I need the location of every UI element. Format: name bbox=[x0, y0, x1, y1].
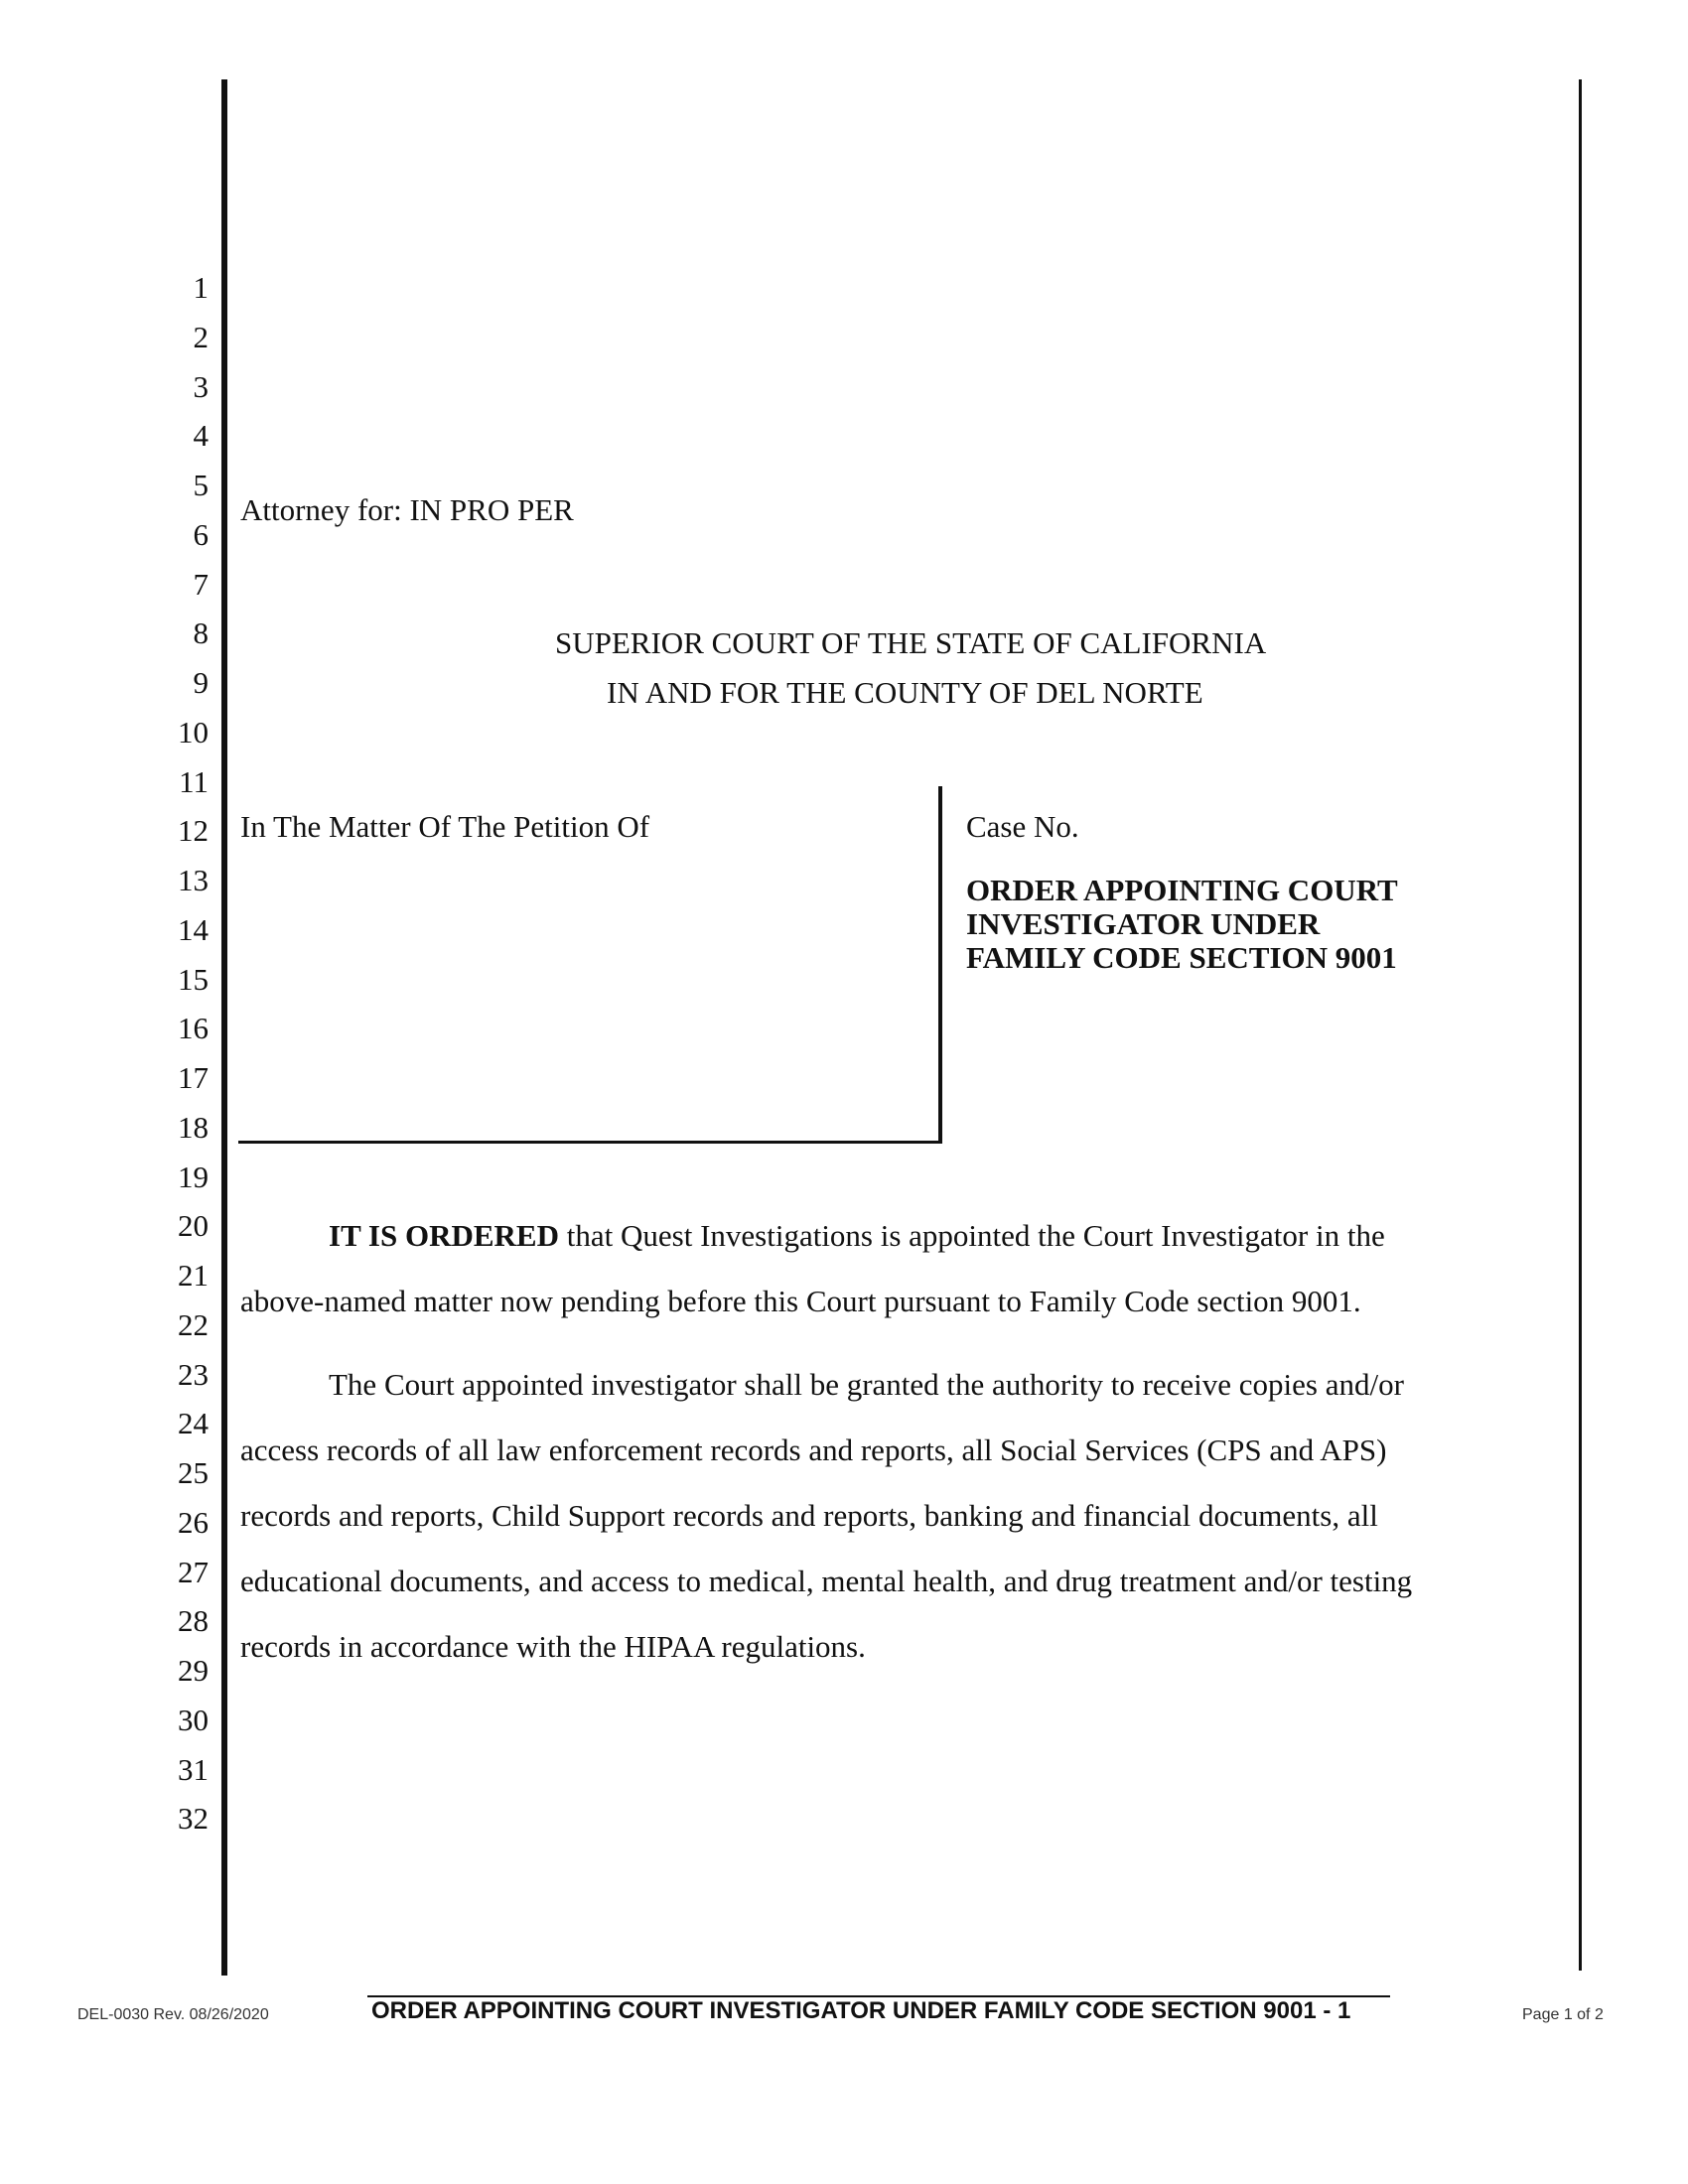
document-title bbox=[966, 874, 1398, 975]
document-title-line-1: ORDER APPOINTING COURT bbox=[966, 873, 1398, 907]
paragraph-2-line-2: access records of all law enforcement records and reports, all Social Services (CPS and APS) bbox=[240, 1433, 1387, 1467]
paragraph-1-line-2: above-named matter now pending before this Court pursuant to Family Code section 9001. bbox=[240, 1284, 1361, 1318]
line-number: 20 bbox=[178, 1208, 209, 1244]
line-number: 8 bbox=[193, 615, 209, 651]
line-number: 16 bbox=[178, 1011, 209, 1046]
paragraph-1-line-1-text: that Quest Investigations is appointed the Court Investigator in the bbox=[559, 1218, 1385, 1253]
paragraph-2-line-3: records and reports, Child Support records and reports, banking and financial documents, all bbox=[240, 1498, 1378, 1533]
line-number: 9 bbox=[193, 665, 209, 700]
paragraph-2-line-4: educational documents, and access to medical, mental health, and drug treatment and/or testing bbox=[240, 1564, 1413, 1598]
matter-caption: In The Matter Of The Petition Of bbox=[240, 809, 650, 844]
line-number: 28 bbox=[178, 1603, 209, 1639]
it-is-ordered: IT IS ORDERED bbox=[329, 1218, 560, 1253]
line-number: 31 bbox=[178, 1751, 209, 1787]
right-margin-rule bbox=[1579, 79, 1582, 1971]
line-number: 11 bbox=[179, 763, 209, 799]
line-number: 13 bbox=[178, 863, 209, 897]
document-title-line-3: FAMILY CODE SECTION 9001 bbox=[966, 940, 1397, 975]
line-number: 19 bbox=[178, 1159, 209, 1194]
line-number: 17 bbox=[178, 1060, 209, 1095]
paragraph-1-line-1 bbox=[329, 1203, 1385, 1269]
left-margin-rule bbox=[221, 79, 227, 1976]
line-number: 3 bbox=[193, 368, 209, 404]
court-name-line-1: SUPERIOR COURT OF THE STATE OF CALIFORNIA bbox=[555, 625, 1267, 660]
line-number: 12 bbox=[178, 813, 209, 849]
line-number: 18 bbox=[178, 1109, 209, 1145]
document-title-line-2: INVESTIGATOR UNDER bbox=[966, 906, 1321, 941]
line-number: 2 bbox=[193, 319, 209, 354]
line-number: 6 bbox=[193, 516, 209, 552]
line-number: 27 bbox=[178, 1554, 209, 1589]
line-number: 21 bbox=[178, 1258, 209, 1293]
line-number: 14 bbox=[178, 911, 209, 947]
line-number: 10 bbox=[178, 714, 209, 750]
court-name-line-2: IN AND FOR THE COUNTY OF DEL NORTE bbox=[607, 675, 1203, 710]
footer-title: ORDER APPOINTING COURT INVESTIGATOR UNDER FAMILY CODE SECTION 9001 - 1 bbox=[371, 1997, 1351, 2024]
line-number: 5 bbox=[193, 468, 209, 502]
footer-page-number: Page 1 of 2 bbox=[1522, 2006, 1604, 2023]
paragraph-2-line-1: The Court appointed investigator shall be granted the authority to receive copies and/or bbox=[329, 1367, 1404, 1402]
line-number: 15 bbox=[178, 961, 209, 997]
line-number: 32 bbox=[178, 1801, 209, 1837]
caption-vertical-rule bbox=[938, 786, 942, 1144]
paragraph-2-line-5: records in accordance with the HIPAA regulations. bbox=[240, 1629, 866, 1664]
caption-horizontal-rule bbox=[238, 1141, 942, 1144]
line-number: 4 bbox=[193, 418, 209, 454]
line-number: 7 bbox=[193, 566, 209, 602]
line-number: 22 bbox=[178, 1306, 209, 1342]
footer-form-id: DEL-0030 Rev. 08/26/2020 bbox=[77, 2006, 269, 2023]
case-number-label: Case No. bbox=[966, 809, 1079, 844]
line-number: 26 bbox=[178, 1504, 209, 1540]
line-number: 25 bbox=[178, 1455, 209, 1490]
line-number: 23 bbox=[178, 1356, 209, 1392]
line-number: 1 bbox=[193, 270, 209, 305]
line-number: 29 bbox=[178, 1653, 209, 1688]
line-number: 30 bbox=[178, 1702, 209, 1737]
line-numbers bbox=[149, 263, 209, 1843]
attorney-for: Attorney for: IN PRO PER bbox=[240, 492, 574, 527]
line-number: 24 bbox=[178, 1406, 209, 1441]
